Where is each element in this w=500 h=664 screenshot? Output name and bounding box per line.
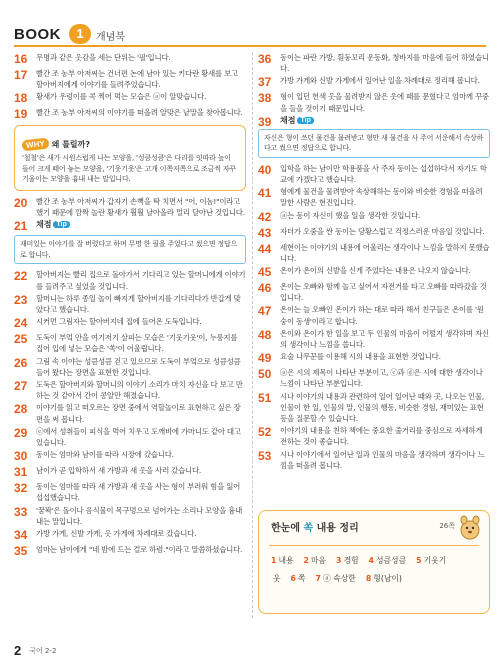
summary-answer-number: 4 xyxy=(368,556,374,565)
answer-text: 자더가 오줌을 싼 동이는 당황스럽고 걱정스러운 마음일 것입니다. xyxy=(280,226,485,236)
answer-item xyxy=(258,281,490,303)
answer-item xyxy=(14,269,246,291)
answer-number: 17 xyxy=(14,68,28,82)
answer-text: ⓐ는 동이 자신이 했을 일을 생각한 것입니다. xyxy=(280,210,421,220)
answer-text: 도둑이 부엌 안을 여기저기 살피는 모습은 '기웃기웃'이, 누룽지를 집어 입에 넣는 모습은 '쏙'이 어울립니다. xyxy=(36,333,238,354)
tip-header xyxy=(280,115,314,126)
summary-answer-text: 마음 xyxy=(310,556,327,565)
answer-number: 51 xyxy=(258,390,272,405)
left-column xyxy=(14,52,246,560)
answer-number: 19 xyxy=(14,107,28,122)
answer-text: 이야기를 읽고 떠오르는 장면 중에서 역할놀이로 표현하고 싶은 장면을 써 봅니다. xyxy=(36,403,241,424)
summary-answer xyxy=(291,573,306,584)
answer-item xyxy=(258,163,490,185)
answer-text: 빨간 조 농부 아저씨는 건너편 논에 남아 있는 키다란 황새를 보고 할아버지에게 이야기를 들려주었습니다. xyxy=(36,69,238,90)
summary-row xyxy=(271,555,446,566)
answer-item xyxy=(258,367,490,389)
summary-header xyxy=(271,519,359,534)
answer-text: 빨간 조 농부 아저씨의 이야기를 떠올려 알맞은 낱말을 찾아봅니다. xyxy=(36,108,243,118)
answer-number: 44 xyxy=(258,241,272,256)
answer-text: 그림 속 이야는 성큼성큼 걷고 있으므로 도둑이 부엌으로 성큼성큼 들어 왔다는 장면을 표현한 것입니다. xyxy=(36,356,241,377)
answer-item xyxy=(14,68,246,90)
answer-item xyxy=(14,528,246,543)
answer-text: 온이는 오빠와 함께 놀고 싶어서 자전거를 타고 오빠를 따라갔을 것입니다. xyxy=(280,282,487,303)
summary-answer xyxy=(304,555,327,566)
summary-title-suffix: 내용 정리 xyxy=(313,523,359,534)
tip-label: 채점 xyxy=(280,115,296,125)
why-text: '철철'은 새가 시원스럽게 나는 모양을, '성큼성큼'은 다리를 잇따라 높이 들어 크게 떼어 놓는 모양을, '기웃기웃'은 고개 이쪽저쪽으로 조금씩 자꾸 기울이는 모양을 흉내 내는 말입니다. xyxy=(22,154,236,184)
answer-item xyxy=(14,91,246,106)
summary-answer xyxy=(316,573,356,584)
answer-number: 35 xyxy=(14,543,28,558)
summary-answer xyxy=(271,573,281,584)
summary-answer xyxy=(416,555,446,566)
answer-text: 가방 가게, 신발 가게, 옷 가게에 차례대로 갔습니다. xyxy=(36,528,197,538)
answer-number: 31 xyxy=(14,465,28,480)
page-number: 2 xyxy=(14,643,22,658)
answer-number: 34 xyxy=(14,527,28,542)
answer-item xyxy=(14,107,246,122)
answer-item xyxy=(258,242,490,264)
answer-item-tip xyxy=(14,219,246,234)
answer-item xyxy=(14,356,246,378)
tip-box xyxy=(14,235,246,264)
summary-box xyxy=(258,510,490,614)
answer-item xyxy=(258,75,490,90)
answer-item xyxy=(14,52,246,67)
right-column xyxy=(258,52,490,472)
answer-number: 43 xyxy=(258,225,272,240)
summary-answer-number: 1 xyxy=(271,556,277,565)
book-subtitle: 개념북 xyxy=(96,32,125,43)
answer-number: 40 xyxy=(258,162,272,177)
summary-answer-number: 5 xyxy=(416,556,422,565)
answer-text: '꿈꽉'은 돌이나 음식물이 목구멍으로 넘어가는 소리나 모양을 흉내 내는 말입니다. xyxy=(36,505,243,526)
answer-number: 53 xyxy=(258,448,272,463)
answer-item xyxy=(14,316,246,331)
answer-text: 가방 가게와 신발 가게에서 일어난 일을 차례대로 정리해 봅니다. xyxy=(280,76,480,86)
summary-divider xyxy=(269,545,479,546)
answer-text: 할머니는 하루 종일 놀이 빠지게 할아버지를 기다리다가 반갑게 맞았다고 했습니다. xyxy=(36,293,241,314)
summary-answer-text: 기웃기 xyxy=(423,556,447,565)
summary-answer-number: 6 xyxy=(290,574,296,583)
answer-number: 47 xyxy=(258,304,272,319)
answer-text: 빨간 조 농부 아저씨가 갑자기 손뼉을 탁 치면서 "어, 이놈!"이라고 했기 때문에 깜짝 놀란 황새가 훨훨 날아올라 멀리 달아난 것입니다. xyxy=(36,196,245,218)
summary-answer-text: 경험 xyxy=(343,556,359,565)
answer-text: 입학을 하는 남이만 학용품을 사 주자 동이는 섭섭하다서 자기도 학교에 가겠다고 했습니다. xyxy=(280,163,487,185)
answer-item xyxy=(258,115,490,130)
answer-number: 27 xyxy=(14,378,28,393)
answer-number: 48 xyxy=(258,327,272,342)
header-divider xyxy=(14,45,486,47)
answer-number: 36 xyxy=(258,52,272,66)
answer-item xyxy=(258,391,490,425)
answer-number: 16 xyxy=(14,52,28,66)
answer-number: 22 xyxy=(14,269,28,284)
answer-text: ⓔ에서 성취들이 피식을 먹어 치우고 도깨비에 가마니도 같아 대고 있습니다. xyxy=(36,426,241,447)
answer-text: 동이는 엄마를 따라 새 가방과 새 옷을 사는 형이 부러워 힘을 잃어 섭섭했습니다. xyxy=(36,482,241,503)
answer-number: 20 xyxy=(14,195,28,210)
summary-answer-text: 웃 xyxy=(273,574,281,583)
answer-text: 시나 이야기에서 일어난 일과 인물의 마음을 생각하며 생각이나 느낌을 떠올려 봅니다. xyxy=(280,449,485,470)
summary-page-ref: 26쪽 xyxy=(439,522,455,530)
answer-item xyxy=(258,52,490,74)
answer-number: 21 xyxy=(14,219,28,234)
answer-text: 동이는 엄마와 남이를 따라 시장에 갔습니다. xyxy=(36,450,174,460)
answer-number: 23 xyxy=(14,292,28,307)
why-callout xyxy=(14,125,246,191)
summary-answer-text: 형(남이) xyxy=(373,574,402,583)
summary-title-accent: 쏙 xyxy=(303,523,314,534)
answer-number: 49 xyxy=(258,351,272,366)
answer-item xyxy=(14,481,246,503)
answer-item xyxy=(258,186,490,208)
answer-text: 형에게 물건을 물려받아 속상해하는 동이와 비슷한 경험을 떠올려 말한 사람은 현진입니다. xyxy=(280,187,483,208)
answer-text: 형이 입던 헌색 옷을 물려받지 않은 옷에 때를 문혔다고 엄마께 꾸중을 들을 것이기 때문입니다. xyxy=(280,92,489,113)
answer-number: 32 xyxy=(14,481,28,496)
answer-number: 42 xyxy=(258,209,272,224)
answer-number: 38 xyxy=(258,91,272,106)
summary-answer-number: 3 xyxy=(336,556,342,565)
answer-item xyxy=(258,425,490,447)
summary-answer-text: 내용 xyxy=(278,556,294,565)
answer-item xyxy=(14,426,246,448)
summary-answer xyxy=(369,555,407,566)
summary-answer xyxy=(366,573,402,584)
answer-text: 온이가 온이의 신발을 신게 주었다는 내용은 나오지 않습니다. xyxy=(280,266,471,276)
book-label: BOOK xyxy=(14,26,61,43)
answer-text: 이야기의 내용을 친하 책에는 중요한 줄거리를 중심으로 자세하게 전하는 것이 좋습니다. xyxy=(280,426,483,447)
answer-item xyxy=(258,226,490,241)
answer-number: 37 xyxy=(258,75,272,90)
column-divider xyxy=(252,52,253,618)
answer-number: 52 xyxy=(258,425,272,440)
mascot-icon xyxy=(457,513,483,541)
answer-item xyxy=(14,293,246,315)
why-badge: WHY xyxy=(21,138,49,152)
answer-list-right-top xyxy=(258,52,490,130)
summary-answer-text: 성큼성큼 xyxy=(375,556,407,565)
answer-item xyxy=(14,449,246,464)
why-title: 왜 틀릴까? xyxy=(51,140,91,150)
answer-number: 18 xyxy=(14,91,28,106)
answer-number: 29 xyxy=(14,425,28,440)
answer-text: 황새가 우렁이를 콕 찍어 먹는 모습은 ⓐ이 알맞습니다. xyxy=(36,92,207,102)
tip-header xyxy=(36,219,70,230)
answer-list-right-bottom xyxy=(258,163,490,471)
answer-text: 온이는 늘 오빠인 온이가 하는 대로 따라 해서 친구들은 온이를 '원숭이 동생'이라고 합니다. xyxy=(280,305,484,326)
summary-answer-number: 8 xyxy=(365,574,372,583)
book-number-badge: 1 xyxy=(69,24,91,44)
footer-subject: 국어 2-2 xyxy=(29,646,57,655)
answer-number: 24 xyxy=(14,316,28,331)
answer-number: 33 xyxy=(14,504,28,519)
answer-number: 25 xyxy=(14,332,28,347)
summary-answer-number: 7 xyxy=(315,574,321,583)
answer-text: 엄마는 남이에게 "네 밤에 드는 걸로 하렴."이라고 말씀하셨습니다. xyxy=(36,544,243,554)
answer-number: 39 xyxy=(258,114,272,129)
answer-text: 시커먼 그림자는 할아버지네 집에 들어온 도둑입니다. xyxy=(36,317,202,327)
answer-text: 도둑은 할아버지와 할머니의 이야기 소리가 마치 자신을 다 보고 만하는 것 같아서 간이 콩알만 해졌습니다. xyxy=(36,379,243,401)
summary-row xyxy=(271,573,402,584)
tip-badge: Tip xyxy=(297,117,313,124)
summary-title-prefix: 한눈에 xyxy=(271,523,304,534)
answer-list-left-top xyxy=(14,52,246,122)
answer-item xyxy=(258,210,490,225)
summary-answer-number: 2 xyxy=(303,556,309,565)
answer-number: 46 xyxy=(258,281,272,296)
answer-item xyxy=(14,332,246,354)
answer-item xyxy=(14,402,246,424)
answer-text: 동이는 파란 가방, 흰둥꼬리 운동화, 청바지를 마음에 들어 하였습니다. xyxy=(280,53,489,74)
answer-item xyxy=(258,328,490,350)
answer-number: 50 xyxy=(258,367,272,382)
answer-item xyxy=(258,91,490,113)
summary-answer xyxy=(271,555,294,566)
answer-number: 45 xyxy=(258,265,272,280)
summary-answer-text: ⓐ 속상한 xyxy=(322,574,356,583)
answer-item xyxy=(258,304,490,326)
answer-text: 요술 나무꾼를 이용해 시의 내용을 표현한 것입니다. xyxy=(280,352,441,362)
answer-item xyxy=(258,265,490,280)
answer-item xyxy=(14,196,246,218)
answer-text: 할아버지는 빨리 집으로 돌아가서 기다리고 있는 할머니에게 이야기를 들려주고 싶었을 것입니다. xyxy=(36,270,246,291)
summary-title xyxy=(271,519,359,534)
answer-item xyxy=(14,505,246,527)
answer-text: 남이가 곧 입학하서 새 가방과 새 옷을 사러 갔습니다. xyxy=(36,466,202,476)
answer-list-left-bottom xyxy=(14,269,246,559)
answer-number: 41 xyxy=(258,186,272,201)
page-header xyxy=(0,0,500,46)
answer-item xyxy=(14,544,246,559)
answer-text: 무명과 같은 옷감을 세는 단위는 '필'입니다. xyxy=(36,53,171,62)
answer-text: 세현이는 이야기의 내용에 어울리는 생각이나 느낌을 말하지 못했습니다. xyxy=(280,242,490,263)
answer-number: 30 xyxy=(14,449,28,464)
page-footer xyxy=(14,643,56,658)
tip-label: 채점 xyxy=(36,220,52,230)
summary-answer-text: 쪽 xyxy=(297,574,306,583)
answer-item xyxy=(258,449,490,471)
why-header xyxy=(22,139,90,150)
tip-box xyxy=(258,129,490,158)
answer-text: ⓐ은 시의 제목이 나타난 부분이고, ⓒ과 ⓓ은 시에 대한 생각이나 느낌이 나타난 부분입니다. xyxy=(280,368,483,389)
tip-badge: Tip xyxy=(53,221,69,228)
answer-item xyxy=(14,379,246,401)
tip-text: 자신은 형이 쓰던 물건을 물려받고 형만 새 물건을 사 주어 서운해서 속상하다고 썼으면 정답으로 합니다. xyxy=(264,133,484,153)
answer-number: 26 xyxy=(14,355,28,370)
answer-text: 시나 이야기의 내용과 관련하여 일어 일어난 때와 곳, 나오는 인물, 인물이 한 일, 인물의 말, 인물의 행동, 비슷한 경험, 재미있는 표현 등을 질문할 수 있습니다. xyxy=(280,391,485,424)
answer-text: 온이와 온이가 한 일을 보고 두 인물의 마음이 어떨지 생각하며 자신의 생각이나 느낌을 씁니다. xyxy=(280,328,489,350)
answer-item xyxy=(258,351,490,366)
answer-item xyxy=(14,465,246,480)
tip-text: 재미있는 이야기를 잘 버렸다고 하며 무명 한 필을 주었다고 썼으면 정답으로 합니다. xyxy=(20,240,238,259)
summary-answer xyxy=(336,555,359,566)
answer-number: 28 xyxy=(14,402,28,417)
